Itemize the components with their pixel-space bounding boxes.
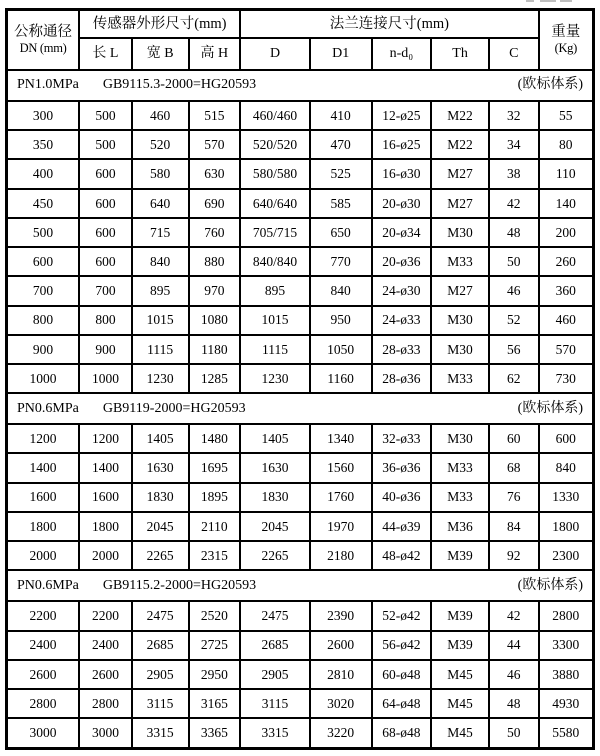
column-header: 宽 B <box>132 38 189 70</box>
section-row <box>7 393 594 424</box>
section-pressure-rating: PN1.0MPa <box>17 77 79 93</box>
table-cell: 2600 <box>79 660 132 689</box>
table-cell: 4930 <box>539 689 594 718</box>
table-cell: 515 <box>189 101 241 130</box>
table-cell: 2905 <box>240 660 310 689</box>
table-cell: 3115 <box>240 689 310 718</box>
table-cell: 840/840 <box>240 247 310 276</box>
table-cell: 500 <box>79 130 132 159</box>
section-pressure-rating: PN0.6MPa <box>17 400 79 416</box>
table-cell: 12-ø25 <box>372 101 432 130</box>
column-header-dn <box>7 10 80 71</box>
table-cell: 2200 <box>7 601 80 630</box>
table-cell: 600 <box>7 247 80 276</box>
table-body <box>7 70 594 749</box>
table-cell: 840 <box>132 247 189 276</box>
table-row <box>7 189 594 218</box>
table-cell: M33 <box>431 247 489 276</box>
table-cell: 350 <box>7 130 80 159</box>
table-cell: 800 <box>7 306 80 335</box>
table-cell: 55 <box>539 101 594 130</box>
table-cell: 600 <box>79 159 132 188</box>
table-cell: 44-ø39 <box>372 512 432 541</box>
table-cell: 580 <box>132 159 189 188</box>
table-cell: 20-ø30 <box>372 189 432 218</box>
table-cell: M27 <box>431 276 489 305</box>
table-cell: 3000 <box>7 718 80 748</box>
table-cell: 2110 <box>189 512 241 541</box>
table-cell: 650 <box>310 218 372 247</box>
section-note: (欧标体系) <box>517 400 583 416</box>
column-header: 长 L <box>79 38 132 70</box>
table-cell: 1600 <box>79 483 132 512</box>
table-cell: 62 <box>489 364 539 393</box>
table-cell: 1800 <box>79 512 132 541</box>
table-cell: 1630 <box>240 453 310 482</box>
table-cell: 2400 <box>7 631 80 660</box>
table-cell: 1080 <box>189 306 241 335</box>
table-cell: 715 <box>132 218 189 247</box>
table-cell: 3000 <box>79 718 132 748</box>
table-cell: 200 <box>539 218 594 247</box>
table-cell: 600 <box>79 189 132 218</box>
table-cell: 64-ø48 <box>372 689 432 718</box>
table-cell: 895 <box>132 276 189 305</box>
table-cell: 32-ø33 <box>372 424 432 453</box>
header-sub-row <box>7 38 594 70</box>
table-cell: 450 <box>7 189 80 218</box>
table-cell: 705/715 <box>240 218 310 247</box>
table-cell: 28-ø33 <box>372 335 432 364</box>
table-row <box>7 218 594 247</box>
table-cell: 970 <box>189 276 241 305</box>
column-header: Th <box>431 38 489 70</box>
table-cell: 16-ø30 <box>372 159 432 188</box>
table-row <box>7 276 594 305</box>
table-cell: 1695 <box>189 453 241 482</box>
table-cell: 2180 <box>310 541 372 570</box>
table-cell: 2905 <box>132 660 189 689</box>
table-row <box>7 512 594 541</box>
table-cell: 3020 <box>310 689 372 718</box>
section-cell <box>7 393 594 424</box>
table-cell: M22 <box>431 130 489 159</box>
table-cell: 3220 <box>310 718 372 748</box>
table-cell: 1200 <box>79 424 132 453</box>
table-cell: 600 <box>539 424 594 453</box>
table-cell: 40-ø36 <box>372 483 432 512</box>
table-cell: 1200 <box>7 424 80 453</box>
table-cell: 1115 <box>240 335 310 364</box>
table-cell: 500 <box>7 218 80 247</box>
table-cell: 42 <box>489 601 539 630</box>
table-cell: 20-ø36 <box>372 247 432 276</box>
table-cell: 895 <box>240 276 310 305</box>
table-cell: 24-ø33 <box>372 306 432 335</box>
table-cell: 24-ø30 <box>372 276 432 305</box>
table-row <box>7 306 594 335</box>
table-cell: 2300 <box>539 541 594 570</box>
table-row <box>7 453 594 482</box>
table-cell: 840 <box>310 276 372 305</box>
weight-subtitle: (Kg) <box>554 41 577 56</box>
table-cell: M45 <box>431 660 489 689</box>
table-cell: M22 <box>431 101 489 130</box>
table-cell: M30 <box>431 335 489 364</box>
column-header: D <box>240 38 310 70</box>
table-cell: M27 <box>431 159 489 188</box>
table-cell: 2800 <box>79 689 132 718</box>
table-cell: M39 <box>431 541 489 570</box>
section-cell <box>7 570 594 601</box>
table-cell: 68-ø48 <box>372 718 432 748</box>
table-cell: 3365 <box>189 718 241 748</box>
table-cell: 1050 <box>310 335 372 364</box>
table-cell: 1600 <box>7 483 80 512</box>
table-cell: 38 <box>489 159 539 188</box>
table-row <box>7 247 594 276</box>
table-cell: 110 <box>539 159 594 188</box>
table-cell: 76 <box>489 483 539 512</box>
table-cell: 42 <box>489 189 539 218</box>
table-cell: 1830 <box>240 483 310 512</box>
table-cell: 1560 <box>310 453 372 482</box>
table-row <box>7 718 594 748</box>
table-row <box>7 159 594 188</box>
table-cell: 460 <box>132 101 189 130</box>
table-cell: 2390 <box>310 601 372 630</box>
table-cell: 68 <box>489 453 539 482</box>
table-cell: 1015 <box>240 306 310 335</box>
table-cell: 1000 <box>79 364 132 393</box>
table-cell: 2000 <box>79 541 132 570</box>
table-cell: 16-ø25 <box>372 130 432 159</box>
table-cell: M30 <box>431 306 489 335</box>
table-cell: 900 <box>7 335 80 364</box>
dn-subtitle: DN (mm) <box>19 41 67 56</box>
table-cell: 84 <box>489 512 539 541</box>
column-group-flange-dimensions: 法兰连接尺寸(mm) <box>240 10 538 39</box>
table-row <box>7 631 594 660</box>
table-row <box>7 483 594 512</box>
table-cell: 520 <box>132 130 189 159</box>
table-cell: M33 <box>431 483 489 512</box>
table-cell: 1285 <box>189 364 241 393</box>
table-cell: M36 <box>431 512 489 541</box>
column-group-sensor-dimensions: 传感器外形尺寸(mm) <box>79 10 240 39</box>
table-cell: 32 <box>489 101 539 130</box>
table-row <box>7 541 594 570</box>
table-cell: 56 <box>489 335 539 364</box>
table-cell: 2600 <box>7 660 80 689</box>
table-cell: 700 <box>79 276 132 305</box>
table-cell: 50 <box>489 718 539 748</box>
table-cell: 48-ø42 <box>372 541 432 570</box>
cropped-text-artifact <box>526 0 572 2</box>
table-cell: 52 <box>489 306 539 335</box>
table-cell: 1830 <box>132 483 189 512</box>
table-cell: 36-ø36 <box>372 453 432 482</box>
table-cell: 700 <box>7 276 80 305</box>
table-cell: 260 <box>539 247 594 276</box>
table-cell: 2475 <box>240 601 310 630</box>
section-standard: GB9115.2-2000=HG20593 <box>102 577 257 593</box>
table-cell: 640 <box>132 189 189 218</box>
table-row <box>7 660 594 689</box>
table-cell: 3165 <box>189 689 241 718</box>
table-cell: 640/640 <box>240 189 310 218</box>
table-cell: 46 <box>489 660 539 689</box>
table-cell: 1230 <box>240 364 310 393</box>
table-cell: 2800 <box>539 601 594 630</box>
table-cell: 2475 <box>132 601 189 630</box>
section-row <box>7 570 594 601</box>
table-header <box>7 10 594 71</box>
table-cell: M30 <box>431 218 489 247</box>
table-cell: 2045 <box>132 512 189 541</box>
table-cell: 360 <box>539 276 594 305</box>
table-cell: 2200 <box>79 601 132 630</box>
table-cell: 470 <box>310 130 372 159</box>
table-cell: M30 <box>431 424 489 453</box>
table-cell: 2400 <box>79 631 132 660</box>
section-standard: GB9115.3-2000=HG20593 <box>102 77 257 93</box>
table-row <box>7 424 594 453</box>
table-cell: 28-ø36 <box>372 364 432 393</box>
weight-title: 重量 <box>551 24 581 41</box>
table-cell: 600 <box>79 218 132 247</box>
table-cell: M33 <box>431 364 489 393</box>
table-cell: M39 <box>431 601 489 630</box>
table-cell: 1400 <box>7 453 80 482</box>
column-header: n-d₀ <box>372 38 432 70</box>
table-cell: 840 <box>539 453 594 482</box>
table-cell: 2000 <box>7 541 80 570</box>
dimension-spec-table <box>5 8 595 750</box>
table-cell: 2265 <box>240 541 310 570</box>
table-cell: 3115 <box>132 689 189 718</box>
table-cell: 600 <box>79 247 132 276</box>
table-cell: 730 <box>539 364 594 393</box>
table-cell: 760 <box>189 218 241 247</box>
table-cell: 3315 <box>240 718 310 748</box>
table-cell: 585 <box>310 189 372 218</box>
section-note: (欧标体系) <box>517 577 583 593</box>
table-cell: 1760 <box>310 483 372 512</box>
table-cell: 3300 <box>539 631 594 660</box>
table-cell: M45 <box>431 718 489 748</box>
section-standard: GB9119-2000=HG20593 <box>102 400 246 416</box>
table-cell: 2800 <box>7 689 80 718</box>
table-cell: 60 <box>489 424 539 453</box>
table-cell: 1895 <box>189 483 241 512</box>
dn-title: 公称通径 <box>14 24 73 41</box>
table-cell: 44 <box>489 631 539 660</box>
column-header: D1 <box>310 38 372 70</box>
table-cell: 3880 <box>539 660 594 689</box>
table-cell: 460 <box>539 306 594 335</box>
section-note: (欧标体系) <box>517 77 583 93</box>
table-cell: 50 <box>489 247 539 276</box>
table-cell: 410 <box>310 101 372 130</box>
table-cell: 1400 <box>79 453 132 482</box>
table-cell: 20-ø34 <box>372 218 432 247</box>
column-header: C <box>489 38 539 70</box>
table-cell: 2810 <box>310 660 372 689</box>
table-cell: 690 <box>189 189 241 218</box>
table-cell: 880 <box>189 247 241 276</box>
table-cell: 950 <box>310 306 372 335</box>
table-cell: 2315 <box>189 541 241 570</box>
table-cell: 1115 <box>132 335 189 364</box>
table-cell: 1800 <box>539 512 594 541</box>
table-cell: 500 <box>79 101 132 130</box>
table-cell: 770 <box>310 247 372 276</box>
table-cell: 900 <box>79 335 132 364</box>
table-cell: 1000 <box>7 364 80 393</box>
table-cell: 520/520 <box>240 130 310 159</box>
table-cell: 34 <box>489 130 539 159</box>
table-cell: 1800 <box>7 512 80 541</box>
table-row <box>7 601 594 630</box>
table-cell: 630 <box>189 159 241 188</box>
table-row <box>7 364 594 393</box>
column-header: 高 H <box>189 38 241 70</box>
table-cell: 3315 <box>132 718 189 748</box>
table-cell: 1180 <box>189 335 241 364</box>
table-cell: 1160 <box>310 364 372 393</box>
table-row <box>7 689 594 718</box>
table-cell: 1630 <box>132 453 189 482</box>
table-row <box>7 335 594 364</box>
table-cell: 80 <box>539 130 594 159</box>
table-cell: 2265 <box>132 541 189 570</box>
table-cell: 1480 <box>189 424 241 453</box>
table-cell: 56-ø42 <box>372 631 432 660</box>
table-row <box>7 101 594 130</box>
table-row <box>7 130 594 159</box>
table-cell: 525 <box>310 159 372 188</box>
table-cell: 1405 <box>132 424 189 453</box>
table-cell: 1015 <box>132 306 189 335</box>
table-cell: 300 <box>7 101 80 130</box>
table-cell: M33 <box>431 453 489 482</box>
table-cell: 460/460 <box>240 101 310 130</box>
table-cell: 48 <box>489 689 539 718</box>
section-cell <box>7 70 594 101</box>
table-cell: M45 <box>431 689 489 718</box>
table-cell: 48 <box>489 218 539 247</box>
table-cell: 140 <box>539 189 594 218</box>
table-cell: 52-ø42 <box>372 601 432 630</box>
section-row <box>7 70 594 101</box>
table-cell: 580/580 <box>240 159 310 188</box>
table-cell: 5580 <box>539 718 594 748</box>
column-header-weight <box>539 10 594 71</box>
table-cell: 1340 <box>310 424 372 453</box>
table-cell: M39 <box>431 631 489 660</box>
table-cell: 2725 <box>189 631 241 660</box>
table-cell: 400 <box>7 159 80 188</box>
table-cell: 92 <box>489 541 539 570</box>
table-cell: 1970 <box>310 512 372 541</box>
table-cell: 2520 <box>189 601 241 630</box>
table-cell: 46 <box>489 276 539 305</box>
table-cell: 2685 <box>132 631 189 660</box>
header-group-row <box>7 10 594 39</box>
table-cell: 800 <box>79 306 132 335</box>
table-cell: 2950 <box>189 660 241 689</box>
table-cell: 1230 <box>132 364 189 393</box>
table-cell: 1405 <box>240 424 310 453</box>
table-cell: 2600 <box>310 631 372 660</box>
table-cell: 2685 <box>240 631 310 660</box>
table-cell: 60-ø48 <box>372 660 432 689</box>
table-cell: 570 <box>539 335 594 364</box>
table-cell: 1330 <box>539 483 594 512</box>
section-pressure-rating: PN0.6MPa <box>17 577 79 593</box>
table-cell: 570 <box>189 130 241 159</box>
table-cell: 2045 <box>240 512 310 541</box>
table-cell: M27 <box>431 189 489 218</box>
